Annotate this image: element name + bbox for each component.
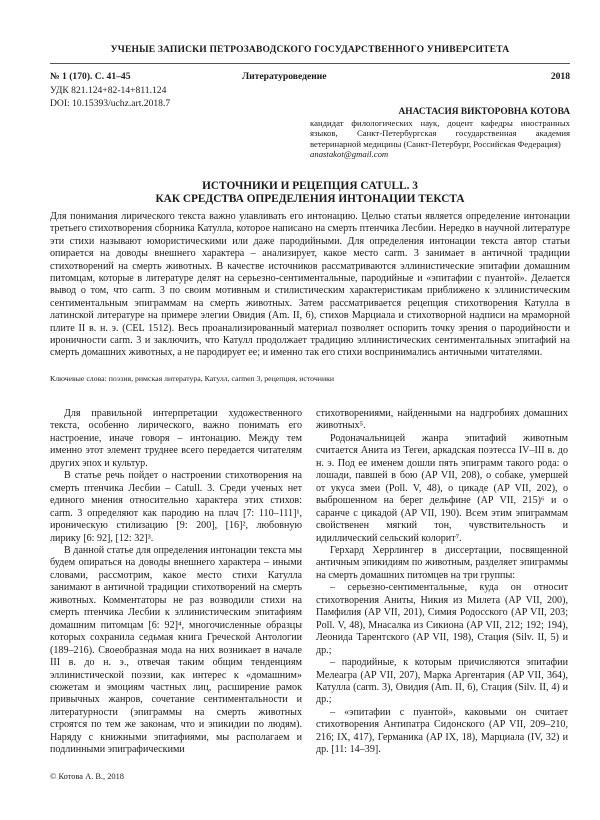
body-paragraph: Родоначальницей жанра эпитафий животным считается Анита из Тегеи, аркадская поэтесса IV–III в. до н. э. Под ее именем дошли пять эпиграмм такого рода: о лошади, павшей в бою (AP VII, 208), о собаке, умершей от укуса змеи (Poll. V, 48), о цикаде (AP VII, 202), о выброшенном на берег дельфине (AP VII, 215)⁶ и о саранче с цикадой (AP VII, 190). Всем этим эпиграммам свойственен мягкий тон, чувствительность и идиллический сельский колорит⁷. <box>316 432 568 544</box>
author-email[interactable]: anastakot@gmail.com <box>310 148 389 159</box>
doi: DOI: 10.15393/uchz.art.2018.7 <box>50 98 171 109</box>
body-paragraph-continuation: стихотворениями, найденными на надгробиях домашних животных⁵. <box>316 408 568 432</box>
body-column-right <box>316 408 568 757</box>
author-block <box>310 107 570 159</box>
author-name: АНАСТАСИЯ ВИКТОРОВНА КОТОВА <box>398 107 570 117</box>
abstract <box>50 211 570 360</box>
list-item: – пародийные, к которым причисляются эпитафии Мелеагра (AP VII, 207), Марка Аргентария (AP VII, 364), Катулла (carm. 3), Овидия (Am. II, 6), Стация (Silv. II, 4) и др.; <box>316 657 568 706</box>
author-affiliation: кандидат филологических наук, доцент кафедры иностранных языков, Санкт-Петербургская государственная академия ветеринарной медицины (Санкт-Петербург, Российская Федерация) <box>310 118 570 149</box>
abstract-text: Для понимания лирического текста важно улавливать его интонацию. Целью статьи является определение интонации третьего стихотворения сборника Катулла, которое написано на смерть птенчика Лесбии. Нередко в научной литературе эти стихи называют юмористическими или даже пародийными. Для определения интонации текста автор статьи опирается на доводы внешнего характера – анализирует, какое место carm. 3 занимает в античной традиции стихотворений на смерть животных. В качестве источников рассматриваются эллинистические эпитафии домашним питомцам, которые в литературе делят на серьезно-сентиментальные, пародийные и «эпитафии с пуантой». Делается вывод о том, что carm. 3 по своим мотивным и стилистическим характеристикам приближено к эллинистическим сентиментальным эпиграммам на смерть животных. Затем рассматривается рецепция стихотворения Катулла в латинской литературе на примере элегии Овидия (Am. II, 6), стихов Марциала и стихотворной надписи на мраморной плите II в. н. э. (CEL 1512). Весь проанализированный материал позволяет оспорить точку зрения о пародийности и ироничности carm. 3 и заключить, что Катулл продолжает традицию эллинистических сентиментальных эпитафий на смерть домашних животных, а не пародирует ее; и именно так его стихи воспринимались античными читателями. <box>50 211 570 359</box>
udk-code: УДК 821.124+82-14+811.124 <box>50 85 167 96</box>
body-paragraph: Для правильной интерпретации художественного текста, особенно лирического, важно понимать его настроение, иначе говоря – интонацию. Между тем именно этот элемент труднее всего передается читателям других эпох и культур. <box>50 408 302 469</box>
body-paragraph: В данной статье для определения интонации текста мы будем опираться на доводы внешнего характера – иными словами, рассмотрим, какое место стихи Катулла занимают в античной традиции стихотворений на смерть животных. Комментаторы не раз возводили стихи на смерть птенчика Лесбии к эллинистическим эпитафиям домашним питомцам [6: 92]⁴, многочисленные образцы которых сохранила седьмая книга Греческой Антологии (189–216). Своеобразная мода на них возникает в начале III в. до н. э., отвечая таким общим тенденциям эллинистической поэзии, как интерес к «домашним» сюжетам и эмоциям частных лиц, расширение рамок привычных жанров, сочетание сентиментальности и литературности (эпиграммы на смерть животных строятся по тем же законам, что и эпикидии по людям). Наряду с книжными эпитафиями, мы располагаем и подлинными эпиграфическими <box>50 544 302 756</box>
article-title-line-2: КАК СРЕДСТВА ОПРЕДЕЛЕНИЯ ИНТОНАЦИИ ТЕКСТА <box>155 193 465 205</box>
article-title <box>50 180 570 206</box>
list-item: – «эпитафии с пуантой», каковыми он считает стихотворения Антипатра Сидонского (AP VII, 209–210, 216; IX, 417), Германика (AP IX, 18), Марциала (IV, 32) и др. [11: 14–39]. <box>316 706 568 756</box>
keywords: Ключевые слова: поэзия, римская литература, Катулл, carmen 3, рецепция, источники <box>50 374 335 383</box>
journal-title: УЧЕНЫЕ ЗАПИСКИ ПЕТРОЗАВОДСКОГО ГОСУДАРСТВЕННОГО УНИВЕРСИТЕТА <box>110 44 510 55</box>
article-title-line-1: ИСТОЧНИКИ И РЕЦЕПЦИЯ CATULL. 3 <box>202 180 418 192</box>
list-item: – серьезно-сентиментальные, куда он относит стихотворения Аниты, Никия из Милета (AP VII, 200), Памфилия (AP VII, 201), Симия Родосского (AP VII, 203; Poll. V, 48), Мнасалка из Сикиона (AP VII, 212; 192; 194), Леонида Тарентского (AP VII, 198), Стация (Silv. II, 5) и др.; <box>316 582 568 656</box>
body-paragraph: В статье речь пойдет о настроении стихотворения на смерть птенчика Лесбии – Catull. 3. Среди ученых нет единого мнения относительно характера этих стихов: carm. 3 определяют как пародию на плач [7: 110–111]¹, ироническую стилизацию [9: 200], [16]², любовную лирику [6: 92], [12: 32]³. <box>50 470 302 544</box>
copyright-notice: © Котова А. В., 2018 <box>50 772 124 781</box>
publication-year: 2018 <box>550 71 570 82</box>
header-rule <box>50 63 570 64</box>
body-paragraph: Герхард Херрлингер в диссертации, посвященной античным эпикидиям по животным, разделяет эпиграммы на смерть домашних питомцев на три группы: <box>316 544 568 581</box>
section-name: Литературоведение <box>242 71 327 82</box>
issue-number: № 1 (170). С. 41–45 <box>50 71 131 82</box>
body-column-left <box>50 408 302 757</box>
